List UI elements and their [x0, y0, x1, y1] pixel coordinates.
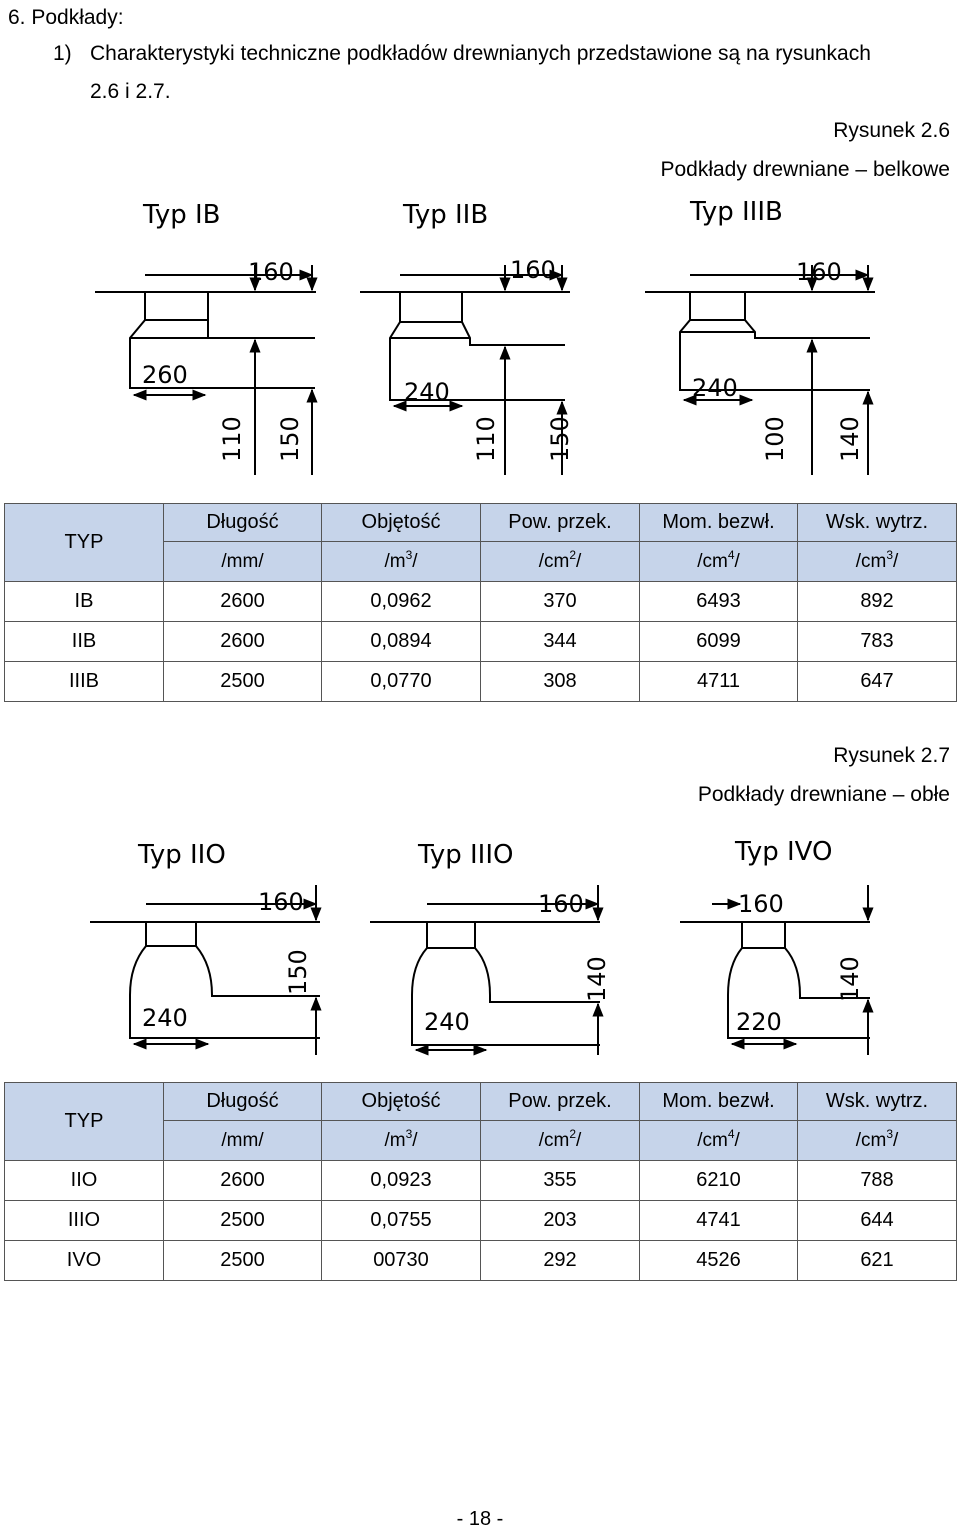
table-cell: IIO [5, 1161, 164, 1201]
unit-cell: $/cm^4/$ [640, 542, 798, 582]
table-cell: 4526 [640, 1241, 798, 1281]
unit-cell: $/cm^2/$ [481, 1121, 640, 1161]
table-cell: 2500 [164, 1201, 322, 1241]
type-ivo-top-dim: 160 [738, 890, 784, 918]
column-header: Mom. bezwł. [640, 1083, 798, 1121]
table-cell: 0,0962 [322, 582, 481, 622]
table-cell: 2500 [164, 662, 322, 702]
column-header: Objętość [322, 1083, 481, 1121]
type-iiio-bottom-dim: 240 [424, 1008, 470, 1036]
table-cell: 292 [481, 1241, 640, 1281]
table-row [5, 1241, 957, 1281]
column-header: Pow. przek. [481, 504, 640, 542]
table-cell: IVO [5, 1241, 164, 1281]
figure-2-7-drawing [0, 830, 960, 1060]
table-cell: 370 [481, 582, 640, 622]
figure-2-7-number: Rysunek 2.7 [833, 744, 950, 767]
type-ib-bottom-dim: 260 [142, 361, 188, 389]
type-iio-height: 150 [284, 949, 312, 995]
type-iib-bottom-dim: 240 [404, 378, 450, 406]
unit-cell: $/cm^4/$ [640, 1121, 798, 1161]
type-iiio-height: 140 [583, 956, 611, 1002]
type-ib-top-dim: 160 [248, 258, 294, 286]
unit-cell: $/m^3/$ [322, 542, 481, 582]
figure-2-6-number: Rysunek 2.6 [833, 119, 950, 142]
sleeper-outline-right [208, 292, 315, 338]
unit-cell: $/cm^3/$ [798, 1121, 957, 1161]
type-ivo-bottom-dim: 220 [736, 1008, 782, 1036]
table-row [5, 662, 957, 702]
type-iiib-height-small: 100 [761, 416, 789, 462]
table-cell: 4741 [640, 1201, 798, 1241]
table-cell: IB [5, 582, 164, 622]
type-iiib-title: Typ IIIB [690, 197, 783, 227]
figure-2-7-caption: Podkłady drewniane – obłe [697, 783, 950, 806]
table-cell: 2600 [164, 582, 322, 622]
type-ib-height-small: 110 [218, 416, 246, 462]
type-iib-height-small: 110 [472, 416, 500, 462]
figure-2-6-drawing [0, 190, 960, 480]
column-header: Wsk. wytrz. [798, 504, 957, 542]
figure-2-6-caption: Podkłady drewniane – belkowe [660, 158, 950, 181]
table-cell: 0,0894 [322, 622, 481, 662]
list-number: 1) [53, 42, 72, 65]
intro-line-1: Charakterystyki techniczne podkładów drewnianych przedstawione są na rysunkach [90, 42, 871, 65]
table-cell: 783 [798, 622, 957, 662]
table-cell: 788 [798, 1161, 957, 1201]
table-cell: 0,0770 [322, 662, 481, 702]
table-cell: 6210 [640, 1161, 798, 1201]
type-iiib-bottom-dim: 240 [692, 374, 738, 402]
intro-line-2: 2.6 i 2.7. [90, 80, 171, 103]
table-row [5, 582, 957, 622]
column-header: Długość [164, 1083, 322, 1121]
type-ib-height-big: 150 [276, 416, 304, 462]
table-oble [4, 1082, 957, 1281]
type-iiio-title: Typ IIIO [418, 840, 514, 870]
unit-cell: $/cm^3/$ [798, 542, 957, 582]
type-iiib-top-dim: 160 [796, 258, 842, 286]
type-iio-top-dim: 160 [258, 888, 304, 916]
column-header: Wsk. wytrz. [798, 1083, 957, 1121]
table-cell: 644 [798, 1201, 957, 1241]
table-belkowe [4, 503, 957, 702]
type-ivo-title: Typ IVO [735, 837, 833, 867]
unit-cell: $/cm^2/$ [481, 542, 640, 582]
type-iio-title: Typ IIO [138, 840, 226, 870]
table-row [5, 1201, 957, 1241]
typ-header: TYP [5, 1083, 164, 1161]
table-row [5, 622, 957, 662]
type-iib-title: Typ IIB [403, 200, 489, 230]
table-cell: 621 [798, 1241, 957, 1281]
table-cell: 4711 [640, 662, 798, 702]
table-cell: 892 [798, 582, 957, 622]
type-ivo-height: 140 [836, 956, 864, 1002]
type-iib-top-dim: 160 [510, 256, 556, 284]
table-cell: 2600 [164, 622, 322, 662]
page-number: - 18 - [456, 1508, 504, 1530]
table-cell: 0,0755 [322, 1201, 481, 1241]
table-cell: 6099 [640, 622, 798, 662]
type-iio-bottom-dim: 240 [142, 1004, 188, 1032]
unit-cell: /mm/ [164, 1121, 322, 1161]
type-iib-height-big: 150 [546, 416, 574, 462]
type-iiib-height-big: 140 [836, 416, 864, 462]
table-cell: 355 [481, 1161, 640, 1201]
type-iiio-top-dim: 160 [538, 890, 584, 918]
unit-cell: $/m^3/$ [322, 1121, 481, 1161]
type-ib-title: Typ IB [143, 200, 221, 230]
table-cell: 6493 [640, 582, 798, 622]
section-heading: 6. Podkłady: [8, 6, 124, 29]
table-row [5, 1161, 957, 1201]
typ-header: TYP [5, 504, 164, 582]
column-header: Długość [164, 504, 322, 542]
column-header: Mom. bezwł. [640, 504, 798, 542]
table-cell: IIIB [5, 662, 164, 702]
table-cell: 647 [798, 662, 957, 702]
unit-cell: /mm/ [164, 542, 322, 582]
table-cell: 344 [481, 622, 640, 662]
table-cell: IIB [5, 622, 164, 662]
table-cell: 2600 [164, 1161, 322, 1201]
table-cell: 308 [481, 662, 640, 702]
table-cell: IIIO [5, 1201, 164, 1241]
table-cell: 203 [481, 1201, 640, 1241]
table-cell: 00730 [322, 1241, 481, 1281]
column-header: Pow. przek. [481, 1083, 640, 1121]
column-header: Objętość [322, 504, 481, 542]
table-cell: 0,0923 [322, 1161, 481, 1201]
table-cell: 2500 [164, 1241, 322, 1281]
type-iib-drawing [360, 265, 570, 475]
